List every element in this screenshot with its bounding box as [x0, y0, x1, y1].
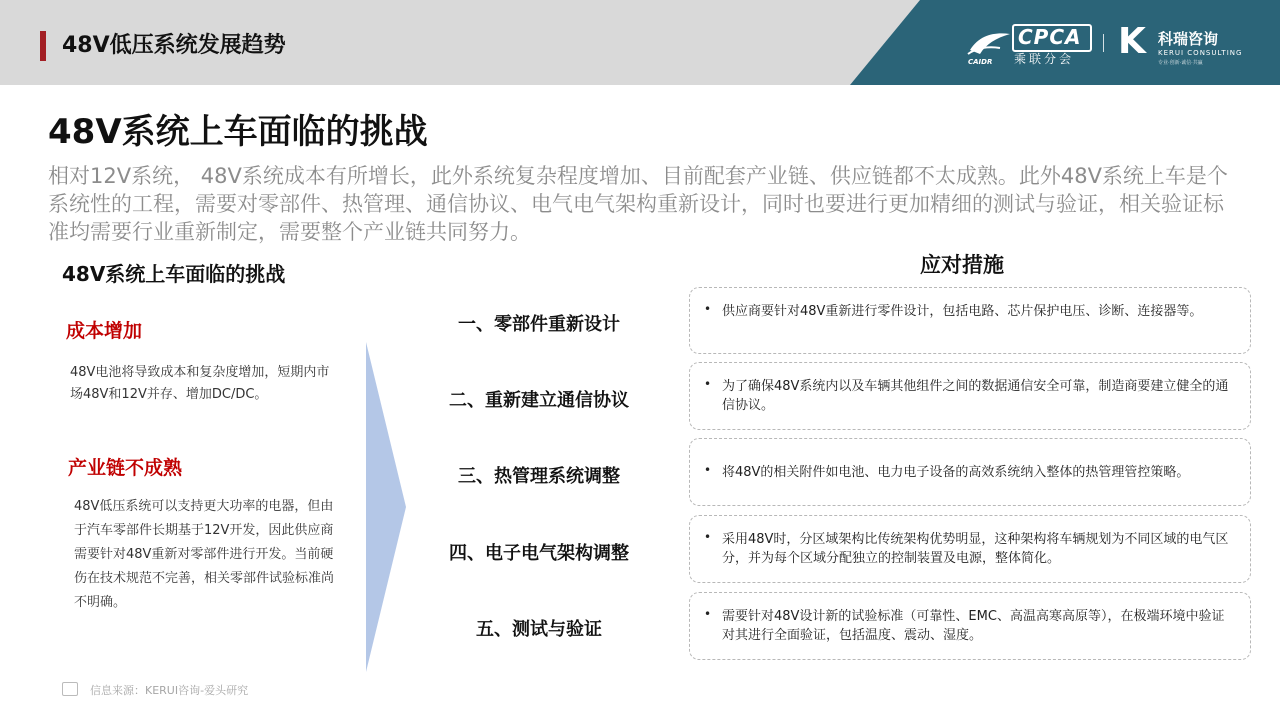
bullet-icon: • — [704, 463, 712, 477]
step-ee-architecture: 四、电子电气架构调整 — [449, 543, 629, 564]
header-title: 48V低压系统发展趋势 — [62, 33, 286, 58]
source-note: 信息来源：KERUI咨询-爱头研究 — [90, 684, 249, 697]
step-communication-protocol: 二、重新建立通信协议 — [449, 390, 629, 411]
cpca-logo-text: CPCA — [1018, 25, 1082, 49]
measures-heading: 应对措施 — [920, 253, 1004, 277]
page-title: 48V系统上车面临的挑战 — [48, 112, 428, 152]
measure-text: 需要针对48V设计新的试验标准（可靠性、EMC、高温高寒高原等），在极端环境中验证对其进行全面验证，包括温度、震动、湿度。 — [722, 609, 1225, 643]
source-calendar-icon — [62, 682, 78, 696]
challenge-text-supply-chain: 48V低压系统可以支持更大功率的电器，但由于汽车零部件长期基于12V开发，因此供应商需要针对48V重新对零部件进行开发。当前硬伤在技术规范不完善，相关零部件试验标准尚不明确。 — [74, 499, 335, 610]
bullet-icon: • — [704, 302, 712, 316]
cpca-logo-subtitle: 乘联分会 — [1014, 52, 1075, 66]
kerui-logo-mark: K — [1118, 21, 1146, 62]
kerui-logo-en: KERUI CONSULTING — [1158, 49, 1243, 57]
challenge-title-cost: 成本增加 — [66, 320, 143, 342]
measure-box — [689, 592, 1251, 660]
flow-arrow-icon — [366, 342, 406, 672]
bullet-icon: • — [704, 530, 712, 544]
measure-text: 为了确保48V系统内以及车辆其他组件之间的数据通信安全可靠，制造商要建立健全的通信协议。 — [722, 379, 1229, 413]
cpca-swoosh-logo-icon — [966, 28, 1012, 58]
measure-text: 供应商要针对48V重新进行零件设计，包括电路、芯片保护电压、诊断、连接器等。 — [722, 304, 1203, 319]
measure-text: 采用48V时，分区域架构比传统架构优势明显，这种架构将车辆规划为不同区域的电气区分，并为每个区域分配独立的控制装置及电源，整体简化。 — [722, 532, 1229, 566]
bullet-icon: • — [704, 377, 712, 391]
step-redesign-parts: 一、零部件重新设计 — [458, 314, 620, 335]
challenges-heading: 48V系统上车面临的挑战 — [62, 262, 286, 286]
header-accent-bar — [40, 31, 46, 61]
kerui-logo-cn: 科瑞咨询 — [1158, 30, 1219, 48]
measure-text: 将48V的相关附件如电池、电力电子设备的高效系统纳入整体的热管理管控策略。 — [722, 465, 1190, 480]
kerui-logo-tagline: 专业·创新·诚信·共赢 — [1158, 60, 1203, 66]
intro-paragraph: 相对12V系统， 48V系统成本有所增长，此外系统复杂程度增加、目前配套产业链、供应链都不太成熟。此外48V系统上车是个系统性的工程，需要对零部件、热管理、通信协议、电气电气架构重新设计，同时也要进行更加精细的测试与验证，相关验证标准均需要行业重新制定，需要整个产业链共同努力。 — [48, 164, 1228, 244]
cpca-swoosh-text: CAIDR — [968, 58, 993, 66]
challenge-text-cost: 48V电池将导致成本和复杂度增加，短期内市场48V和12V并存、增加DC/DC。 — [70, 365, 330, 402]
logo-divider — [1103, 34, 1104, 52]
step-thermal-management: 三、热管理系统调整 — [458, 466, 620, 487]
measure-box — [689, 438, 1251, 506]
measure-box — [689, 362, 1251, 430]
measure-box — [689, 515, 1251, 583]
bullet-icon: • — [704, 607, 712, 621]
step-test-validation: 五、测试与验证 — [476, 619, 602, 640]
challenge-title-supply-chain: 产业链不成熟 — [68, 457, 183, 479]
measure-box — [689, 287, 1251, 354]
